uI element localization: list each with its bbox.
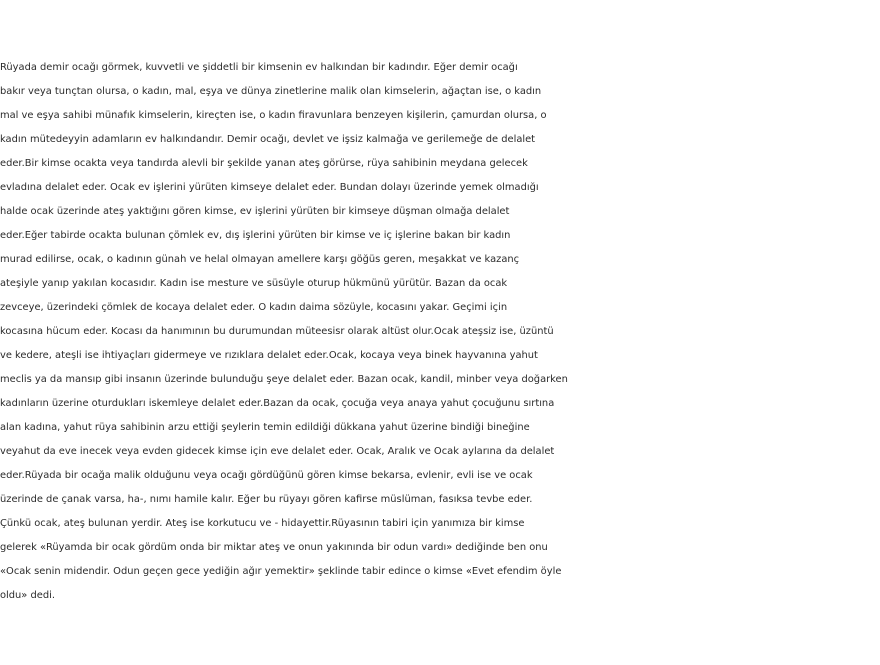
text-line: ateşiyle yanıp yakılan kocasıdır. Kadın ise mesture ve süsüyle oturup hükmünü yürütür. Bazan da ocak [0,278,508,289]
text-line: eder.Bir kimse ocakta veya tandırda alevli bir şekilde yanan ateş görürse, rüya sahibinin meydana gelecek [0,158,528,169]
text-line: evladına delalet eder. Ocak ev işlerini yürüten kimseye delalet eder. Bundan dolayı üzerinde yemek olmadığı [0,182,539,193]
text-line: meclis ya da mansıp gibi insanın üzerinde bulunduğu şeye delalet eder. Bazan ocak, kandil, minber veya doğarken [0,374,568,385]
text-line: gelerek «Rüyamda bir ocak gördüm onda bir miktar ateş ve onun yakınında bir odun vardı» dediğinde ben onu [0,542,548,553]
text-line: alan kadına, yahut rüya sahibinin arzu ettiği şeylerin temin edildiği dükkana yahut üzerine bindiği bineğine [0,422,530,433]
dream-interpretation-text [0,56,880,608]
text-line: eder.Rüyada bir ocağa malik olduğunu veya ocağı gördüğünü gören kimse bekarsa, evlenir, evli ise ve ocak [0,470,533,481]
text-line: murad edilirse, ocak, o kadının günah ve helal olmayan amellere karşı göğüs geren, meşakkat ve kazanç [0,254,520,265]
text-line: kadınların üzerine oturdukları iskemleye delalet eder.Bazan da ocak, çocuğa veya anaya yahut çocuğunu sırtına [0,398,555,409]
text-line: zevceye, üzerindeki çömlek de kocaya delalet eder. O kadın daima sözüyle, kocasını yakar. Geçimi için [0,302,508,313]
text-line: Çünkü ocak, ateş bulunan yerdir. Ateş ise korkutucu ve - hidayettir.Rüyasının tabiri için yanımıza bir kimse [0,518,525,529]
text-line: kadın mütedeyyin adamların ev halkındandır. Demir ocağı, devlet ve işsiz kalmağa ve gerilemeğe de delalet [0,134,536,145]
text-line: veyahut da eve inecek veya evden gidecek kimse için eve delalet eder. Ocak, Aralık ve Ocak aylarına da delalet [0,446,555,457]
text-line: ve kedere, ateşli ise ihtiyaçları gidermeye ve rızıklara delalet eder.Ocak, kocaya veya binek hayvanına yahut [0,350,538,361]
text-line: halde ocak üzerinde ateş yaktığını gören kimse, ev işlerini yürüten bir kimseye düşman olmağa delalet [0,206,510,217]
text-line: mal ve eşya sahibi münafık kimselerin, kireçten ise, o kadın firavunlara benzeyen kişilerin, çamurdan olursa, o [0,110,547,121]
text-line: üzerinde de çanak varsa, ha-, nımı hamile kalır. Eğer bu rüyayı gören kafirse müslüman, fasıksa tevbe eder. [0,494,533,505]
text-line: «Ocak senin midendir. Odun geçen gece yediğin ağır yemektir» şeklinde tabir edince o kimse «Evet efendim öyle [0,566,562,577]
text-line: kocasına hücum eder. Kocası da hanımının bu durumundan müteesisr olarak altüst olur.Ocak ateşsiz ise, üzüntü [0,326,554,337]
text-line: oldu» dedi. [0,590,55,601]
text-line: eder.Eğer tabirde ocakta bulunan çömlek ev, dış işlerini yürüten bir kimse ve iç işlerine bakan bir kadın [0,230,511,241]
text-line: Rüyada demir ocağı görmek, kuvvetli ve şiddetli bir kimsenin ev halkından bir kadındır. Eğer demir ocağı [0,62,518,73]
text-line: bakır veya tunçtan olursa, o kadın, mal, eşya ve dünya zinetlerine malik olan kimselerin, ağaçtan ise, o kadın [0,86,542,97]
